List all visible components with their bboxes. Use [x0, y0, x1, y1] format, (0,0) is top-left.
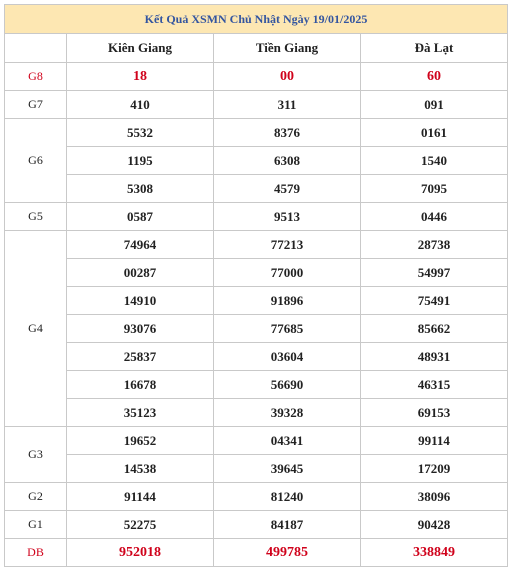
- result-number: 7095: [361, 175, 508, 203]
- result-number: 38096: [361, 483, 508, 511]
- prize-label-g1: G1: [5, 511, 67, 539]
- prize-label-g7: G7: [5, 91, 67, 119]
- result-number: 74964: [67, 231, 214, 259]
- result-number: 75491: [361, 287, 508, 315]
- result-number: 499785: [214, 539, 361, 567]
- prize-label-g5: G5: [5, 203, 67, 231]
- result-number: 1540: [361, 147, 508, 175]
- result-number: 4579: [214, 175, 361, 203]
- lottery-results-table: [4, 4, 508, 567]
- prize-label-g2: G2: [5, 483, 67, 511]
- result-number: 52275: [67, 511, 214, 539]
- result-number: 19652: [67, 427, 214, 455]
- result-number: 56690: [214, 371, 361, 399]
- result-number: 25837: [67, 343, 214, 371]
- result-number: 91144: [67, 483, 214, 511]
- result-number: 410: [67, 91, 214, 119]
- result-number: 81240: [214, 483, 361, 511]
- result-number: 14910: [67, 287, 214, 315]
- prize-row-g2: [5, 483, 508, 511]
- prize-column-header: [5, 34, 67, 63]
- result-number: 18: [67, 63, 214, 91]
- result-number: 00287: [67, 259, 214, 287]
- prize-row-g6: [5, 147, 508, 175]
- result-number: 0587: [67, 203, 214, 231]
- result-number: 39645: [214, 455, 361, 483]
- result-number: 48931: [361, 343, 508, 371]
- prize-row-g4: [5, 399, 508, 427]
- result-number: 0161: [361, 119, 508, 147]
- result-number: 60: [361, 63, 508, 91]
- prize-label-g6: G6: [5, 119, 67, 203]
- prize-row-g6: [5, 119, 508, 147]
- result-number: 16678: [67, 371, 214, 399]
- result-number: 14538: [67, 455, 214, 483]
- prize-row-db: [5, 539, 508, 567]
- prize-label-g3: G3: [5, 427, 67, 483]
- result-number: 28738: [361, 231, 508, 259]
- prize-row-g1: [5, 511, 508, 539]
- result-number: 5532: [67, 119, 214, 147]
- prize-row-g5: [5, 203, 508, 231]
- prize-row-g8: [5, 63, 508, 91]
- prize-row-g3: [5, 455, 508, 483]
- result-number: 77000: [214, 259, 361, 287]
- result-number: 1195: [67, 147, 214, 175]
- result-number: 338849: [361, 539, 508, 567]
- prize-row-g3: [5, 427, 508, 455]
- province-header-da-lat[interactable]: Đà Lạt: [361, 34, 508, 63]
- prize-row-g6: [5, 175, 508, 203]
- result-number: 9513: [214, 203, 361, 231]
- prize-row-g7: [5, 91, 508, 119]
- table-title: Kết Quả XSMN Chủ Nhật Ngày 19/01/2025: [5, 5, 508, 34]
- result-number: 0446: [361, 203, 508, 231]
- result-number: 091: [361, 91, 508, 119]
- result-number: 17209: [361, 455, 508, 483]
- result-number: 90428: [361, 511, 508, 539]
- prize-row-g4: [5, 287, 508, 315]
- result-number: 84187: [214, 511, 361, 539]
- results-body: [5, 63, 508, 567]
- prize-row-g4: [5, 371, 508, 399]
- result-number: 35123: [67, 399, 214, 427]
- result-number: 99114: [361, 427, 508, 455]
- result-number: 46315: [361, 371, 508, 399]
- result-number: 6308: [214, 147, 361, 175]
- result-number: 69153: [361, 399, 508, 427]
- result-number: 00: [214, 63, 361, 91]
- result-number: 8376: [214, 119, 361, 147]
- prize-row-g4: [5, 315, 508, 343]
- result-number: 952018: [67, 539, 214, 567]
- result-number: 5308: [67, 175, 214, 203]
- result-number: 77213: [214, 231, 361, 259]
- prize-row-g4: [5, 343, 508, 371]
- prize-row-g4: [5, 259, 508, 287]
- prize-label-db: DB: [5, 539, 67, 567]
- prize-row-g4: [5, 231, 508, 259]
- result-number: 93076: [67, 315, 214, 343]
- province-header-kien-giang[interactable]: Kiên Giang: [67, 34, 214, 63]
- result-number: 91896: [214, 287, 361, 315]
- province-header-row: [5, 34, 508, 63]
- prize-label-g8: G8: [5, 63, 67, 91]
- result-number: 77685: [214, 315, 361, 343]
- result-number: 04341: [214, 427, 361, 455]
- result-number: 85662: [361, 315, 508, 343]
- province-header-tien-giang[interactable]: Tiền Giang: [214, 34, 361, 63]
- result-number: 39328: [214, 399, 361, 427]
- prize-label-g4: G4: [5, 231, 67, 427]
- result-number: 54997: [361, 259, 508, 287]
- results-container: [4, 4, 507, 567]
- result-number: 03604: [214, 343, 361, 371]
- result-number: 311: [214, 91, 361, 119]
